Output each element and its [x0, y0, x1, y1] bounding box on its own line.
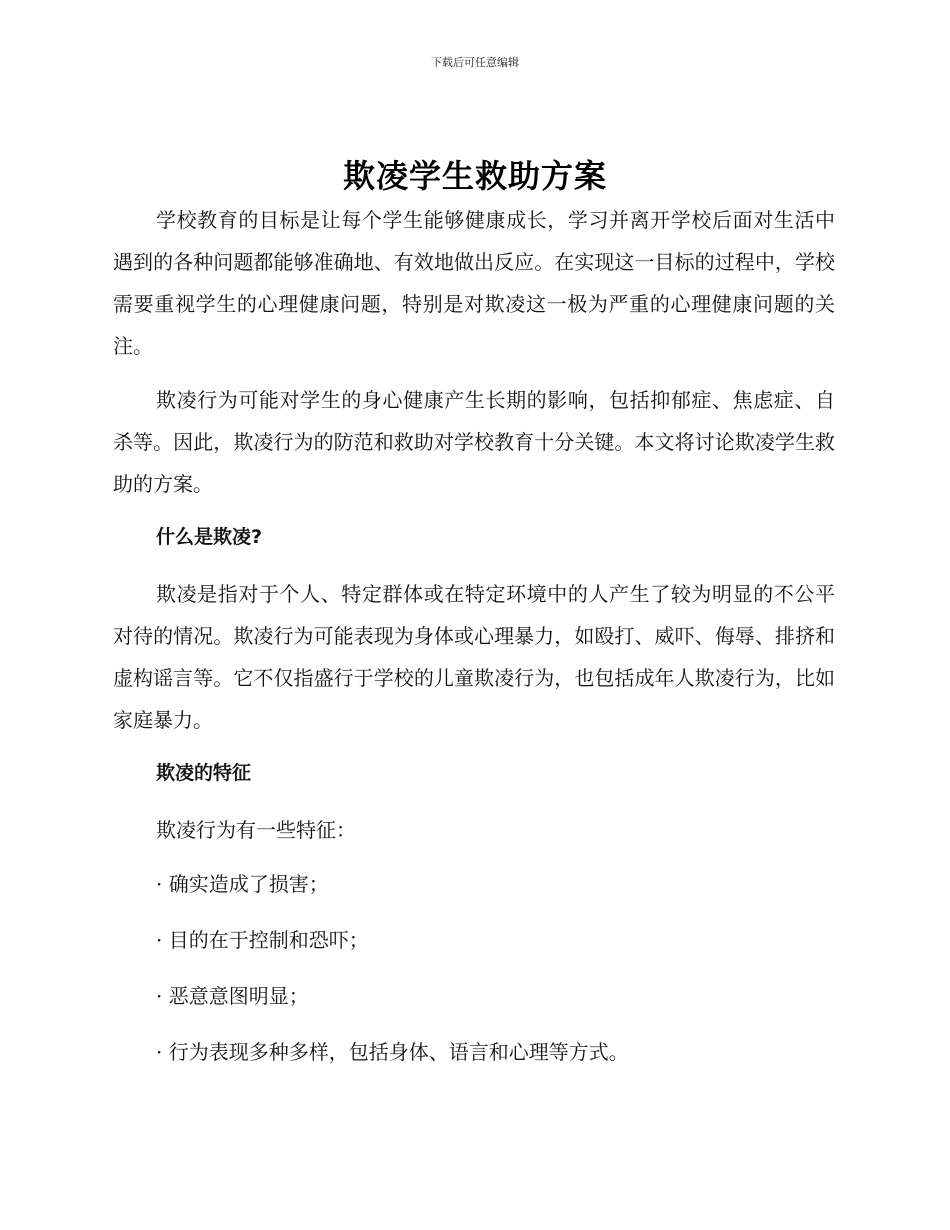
- paragraph-features-intro: 欺凌行为有一些特征：: [156, 818, 356, 842]
- feature-list-item: · 确实造成了损害；: [156, 872, 329, 896]
- heading-bullying-features: 欺凌的特征: [156, 762, 252, 784]
- paragraph-definition: 欺凌是指对于个人、特定群体或在特定环境中的人产生了较为明显的不公平对待的情况。欺凌行为可能表现为身体或心理暴力，如殴打、威吓、侮辱、排挤和虚构谣言等。它不仅指盛行于学校的儿童欺凌行为，也包括成年人欺凌行为，比如家庭暴力。: [113, 582, 835, 732]
- feature-list-item: · 恶意意图明显；: [156, 984, 309, 1008]
- page-title: 欺凌学生救助方案: [342, 157, 607, 195]
- header-note: 下载后可任意编辑: [431, 56, 519, 69]
- feature-list-item: · 行为表现多种多样，包括身体、语言和心理等方式。: [156, 1040, 629, 1064]
- paragraph-intro: 学校教育的目标是让每个学生能够健康成长，学习并离开学校后面对生活中遇到的各种问题都能够准确地、有效地做出反应。在实现这一目标的过程中，学校需要重视学生的心理健康问题，特别是对欺凌这一极为严重的心理健康问题的关注。: [113, 208, 835, 358]
- feature-list-item: · 目的在于控制和恐吓；: [156, 928, 369, 952]
- paragraph-impact: 欺凌行为可能对学生的身心健康产生长期的影响，包括抑郁症、焦虑症、自杀等。因此，欺凌行为的防范和救助对学校教育十分关键。本文将讨论欺凌学生救助的方案。: [113, 388, 835, 496]
- document-body: [113, 199, 835, 1087]
- heading-what-is-bullying: 什么是欺凌?: [156, 526, 263, 548]
